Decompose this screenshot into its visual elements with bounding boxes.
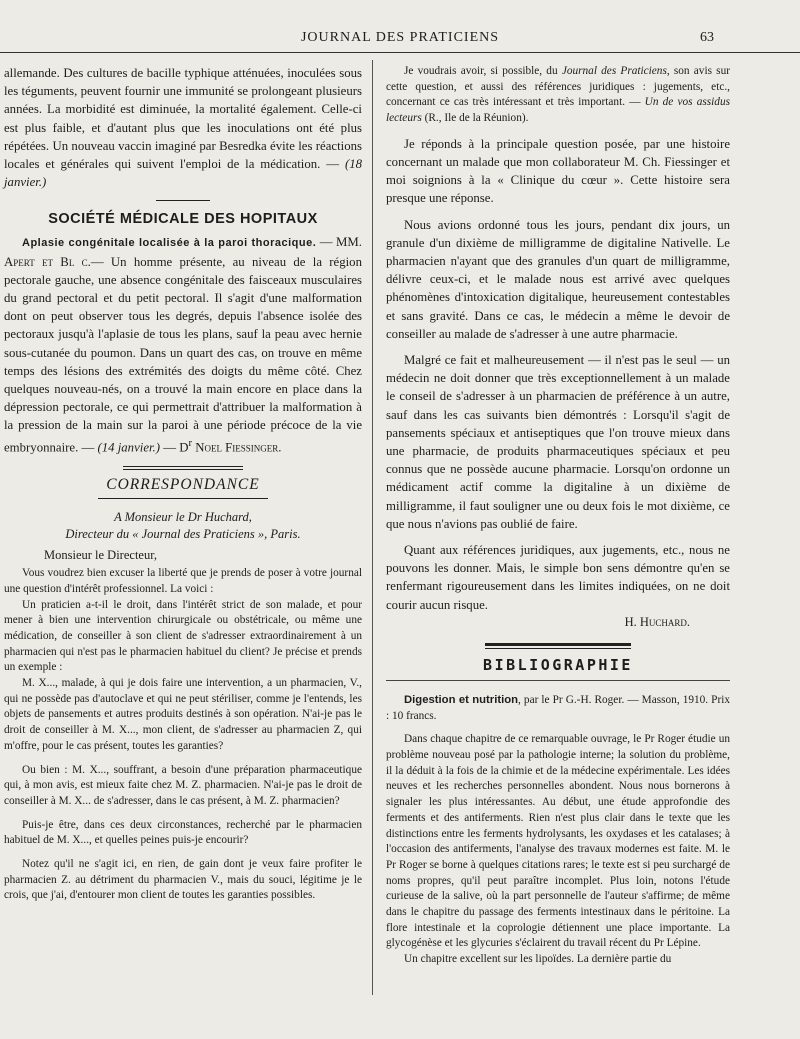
letter-closing-paragraph — [386, 64, 730, 127]
letter-paragraph: Un praticien a-t-il le droit, dans l'intérêt strict de son malade, et pour mener à bien une intervention chirurgicale ou obstétricale, ou même une médication, de conseiller à son client de s'adresser extraordinairement à un pharmacien qui n'est pas le pharmacien habituel du client? Je précise et prends un exemple : — [4, 598, 362, 674]
typhoid-vaccine-paragraph — [4, 64, 362, 191]
reply-paragraph: Quant aux références juridiques, aux jugements, etc., nous ne pouvons les donner. Mais, le simple bon sens démontre qu'en se renfermant rigoureusement dans les limites indiquées, on ne doit courir aucun risque. — [386, 543, 730, 612]
letter-salutation: Monsieur le Directeur, — [44, 548, 158, 563]
letter-paragraph: Puis-je être, dans ces deux circonstances, recherché par le pharmacien habituel de M. X..., et quelles peines puis-je encourir? — [4, 818, 362, 847]
signature-prefix: — D — [160, 439, 189, 454]
paragraph-text: (R., Ile de la Réunion). — [421, 112, 529, 125]
report-authors: Apert et Bl c. — [4, 254, 91, 269]
review-paragraph: Un chapitre excellent sur les lipoïdes. La dernière partie du — [404, 953, 672, 966]
report-date: (14 janvier.) — [97, 439, 161, 454]
page-number: 63 — [700, 30, 714, 45]
report-date: (18 janvier.) — [4, 157, 362, 190]
paragraph-text: Je voudrais avoir, si possible, du — [404, 65, 562, 77]
paragraph-text: allemande. Des cultures de bacille typhique atténuées, inoculées sous les téguments, peuvent fournir une immunité se prolongeant plusieurs années. La morbidité est diminuée, la mortalité également. Celle-ci est plus faible, et d'autant plus que les inoculations ont été plus répétées. Un nouveau vaccin imaginé par Besredka évite les réactions locales et générales qui suivent l'emploi de la médication. — — [4, 66, 362, 172]
letter-paragraph: Notez qu'il ne s'agit ici, en rien, de gain dont je veux faire profiter le pharmacien Z. au détriment du pharmacien V., mais du souci, légitime je le crois, que j'ai, d'entourer mon client de toutes les garanties possibles. — [4, 858, 362, 902]
reply-paragraph: Malgré ce fait et malheureusement — il n'est pas le seul — un médecin ne doit donner que très exceptionnellement à un malade le conseil de s'adresser à un pharmacien de préférence à un autre, sauf dans les cas suivants bien démontrés : Lorsqu'il s'agit de pansements spéciaux et antiseptiques que l'on trouve mieux dans une pharmacie, de produits pharmaceutiques spéciaux et peu connus que ne possède aucune pharmacie. Lorsqu'on ordonne un médicament actif comme la digitaline à un dixième de milligramme, il faut souligner une ou deux fois le mot dixième, ce que nous n'avions pas oublié de faire. — [386, 353, 730, 531]
letter-paragraph: Ou bien : M. X..., souffrant, a besoin d'une préparation pharmaceutique qui, à mon avis, est mieux faite chez M. Z. pharmacien. N'ai-je pas le droit de conseiller à M. X... de s'adresser, dans le cas présent, à M. Z. pharmacien? — [4, 763, 362, 807]
book-citation — [386, 693, 730, 724]
header-rule — [0, 52, 800, 53]
section-title-correspondence: CORRESPONDANCE — [106, 476, 260, 494]
reply-paragraph: Je réponds à la principale question posée, par une histoire concernant un malade que mon collaborateur M. Ch. Fiessinger et moi soignions à la « Clinique du cœur ». Cette histoire sera presque une réponse. — [386, 136, 730, 206]
title-underline — [386, 680, 730, 681]
reply-signature: H. Huchard. — [624, 614, 690, 629]
running-title: JOURNAL DES PRATICIENS — [300, 30, 500, 45]
reply-paragraph: Nous avions ordonné tous les jours, pendant dix jours, un granule d'un dixième de milligramme de digitaline Nativelle. Le pharmacien n'ayant que des granules d'un quart de milligramme, délivre ceux-ci, et le malade nous est arrivé avec quelques phénomènes d'intoxication digitalique, heureusement contestables et sans gravité. Dans ce cas, le médecin a même le devoir de conseiller au malade de s'adresser à une autre pharmacie. — [386, 217, 730, 341]
left-column — [4, 64, 362, 904]
report-signature: Noel Fiessinger. — [192, 439, 282, 454]
column-divider — [372, 60, 373, 995]
page-header — [0, 30, 800, 50]
book-title: Digestion et nutrition — [404, 693, 519, 706]
bibliography-rules — [485, 643, 631, 649]
signature-superscript: r — [188, 437, 193, 449]
section-separator — [156, 200, 210, 201]
section-title-society: SOCIÉTÉ MÉDICALE DES HOPITAUX — [48, 211, 318, 228]
review-paragraph: Dans chaque chapitre de ce remarquable ouvrage, le Pr Roger étudie un problème nouveau posé par la pathologie interne; la solution du problème, il la déduit à la fois de la chimie et de la médecine expérimentale. Les idées neuves et les recherches personnelles abondent. Nous nous bornerons à signaler les plus intéressantes. Au début, une étude approfondie des ferments et des antiferments. Rien n'est plus clair dans le texte que les distinctions entre les ferments hydrolysants, les oxydases et les catalases; à l'occasion des antiferments, l'analyse des travaux modernes est faite. M. le Pr Roger se borne à quelques citations rares; le texte est si peu surchargé de noms propres, qu'il peut paraître incomplet. Plus loin, notons l'étude curieuse de la salive, où la part personnelle de l'auteur s'affirme; de même dans le chapitre du passage des ferments intestinaux dans le péritoine. La flore intestinale et la coprologie détiennent une place importante. La glycogénèse et les glycuries s'éclairent du travail récent du Pr Lépine. — [386, 733, 730, 950]
journal-name: Journal des Praticiens — [561, 65, 667, 77]
dash-text: — MM. — [316, 235, 362, 250]
title-underline — [98, 498, 268, 499]
correspondence-rules — [123, 466, 243, 470]
section-title-bibliography: BIBLIOGRAPHIE — [483, 655, 633, 674]
letter-address-line-2: Directeur du « Journal des Praticiens », Paris. — [65, 527, 301, 542]
paragraph-text: — Un homme présente, au niveau de la région pectorale gauche, une absence congénitale des faisceaux musculaires du grand pectoral et du petit pectoral. Il s'agit d'une malformation dont on peut observer tous les degrés, depuis l'absence isolée des pectoraux jusqu'à l'aplasie de tous les plans, sauf la peau avec hernie sous-cutanée du poumon. Dans un quart des cas, on trouve en même temps des lésions des extrémités des doigts du même côté. Chez quelques nouveau-nés, on a trouvé la main encore en place dans la dépression pectorale, ce qui permettrait d'attribuer la malformation à la pression de la main sur la paroi à une période précoce de la vie embryonnaire. — — [4, 254, 362, 454]
letter-address-line-1: A Monsieur le Dr Huchard, — [114, 510, 252, 525]
book-meta: , par le Pr G.-H. Roger. — Masson, 1910. Prix : 10 francs. — [386, 693, 730, 722]
right-column — [386, 64, 730, 968]
letter-signature: Un de vos assidus lecteurs — [386, 96, 730, 125]
paragraph-text: , son avis sur cette question, et aussi des références juridiques : jugements, etc., concernant ce cas très intéressant et très important. — — [386, 65, 730, 109]
run-in-heading: Aplasie congénitale localisée à la paroi thoracique. — [22, 237, 317, 250]
letter-paragraph: Vous voudrez bien excuser la liberté que je prends de poser à votre journal une question d'intérêt professionnel. La voici : — [4, 567, 362, 595]
aplasia-paragraph — [4, 233, 362, 456]
letter-paragraph: M. X..., malade, à qui je dois faire une intervention, a un pharmacien, V., qui ne possède pas d'autoclave et qui ne peut stériliser, comme je l'entends, les objets de pansements et autres produits destinés à son opération. N'ai-je pas le droit de conseiller à M. X..., mon client, de s'adresser au pharmacien Z, qui m'offre, pour le cas présent, toutes les garanties? — [4, 677, 362, 752]
